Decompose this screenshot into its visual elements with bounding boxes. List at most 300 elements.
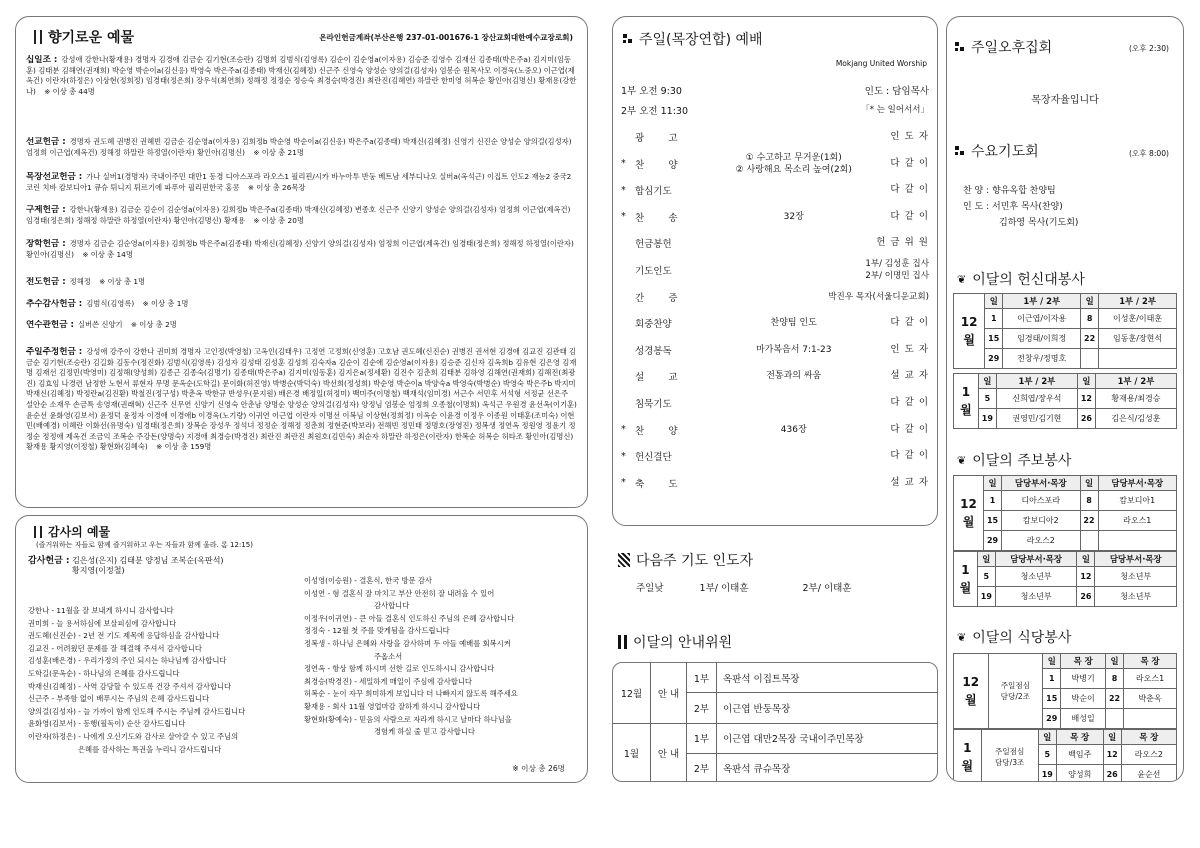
service-head: 일 <box>1077 552 1095 567</box>
wednesday-title <box>955 141 1039 161</box>
service-sub: 주일점심 담당/2조 <box>988 654 1043 729</box>
service-cell <box>1099 349 1177 369</box>
worship-star: * <box>621 184 626 196</box>
service-month: 12 월 <box>954 476 984 551</box>
service-cell: 양성희 <box>1056 765 1103 783</box>
thanks-item: 김성훈(배은경) - 우리가정의 주인 되시는 하나님께 감사합니다 <box>28 656 227 666</box>
next-prayer-label: 주일낮 <box>636 583 664 594</box>
next-prayer-title-text: 다음주 기도 인도자 <box>636 553 754 569</box>
guide-title <box>618 632 938 652</box>
offering-title-text: 향기로운 예물 <box>48 30 135 46</box>
thanks-item: 이정우(이귀연) - 큰 아들 결혼식 인도하신 주님의 은혜 감사합니다 <box>304 613 515 623</box>
thanks-title <box>34 523 110 540</box>
worship-star: * <box>621 450 626 462</box>
offering-title <box>34 27 134 47</box>
thanks-item: 강한나 - 11월을 잘 보내게 하시니 감사합니다 <box>28 606 174 615</box>
worship-item <box>613 391 937 415</box>
bars-icon <box>34 526 42 538</box>
worship-leader: 인도 : 담임목사 <box>864 86 929 97</box>
service-cell: 22 <box>1080 511 1098 531</box>
offering-section-label: 추수감사헌금 : <box>26 299 83 309</box>
offering-section-text: 강성애 강한나(황재용) 경명자 김경애 김금순 김기현(조승란) 김명희 김범식(김영록) 김순이 김순영a(이자용) 김승준 김영수 김재선 김종태(박은주a) 김지미(임동훈) 김태분 김해연(권재희) 박순영 박순이a(김신응) 박영숙 박은주a(김종태) 박재신(김혜정) 신근주 신영숙 양성순 양의걸(김성자) 엄봉순 원목사모 이경욱(노중오) 이근엽(제옥건) 이란자(하정은) 이상현(정희정) 임경태(정은희) 장우석(최연희) 정해정 정정순 정승숙 최경승(박경진) 최란진(김혜연) 하말란 한미영 허복순 황인아(김명신) 황재용(강한나) <box>26 55 577 96</box>
service-month: 1 월 <box>954 552 978 607</box>
service-cell: 15 <box>1043 689 1061 709</box>
worship-item <box>613 125 937 149</box>
service-cell: 5 <box>978 389 996 409</box>
offering-section-text: 가나 실버1(경명자) 국내이주민 대만1 동경 디아스포라 라오스1 필리핀/시카 바누아투 반둥 베트남 세부디나오 실버a(옥석근) 이집트 인도2 재능2 중국2 코린 치바 캄보디아1 큐슈 튀니지 튀르기에 파푸아 필리핀한국 홍콩 <box>26 172 572 192</box>
thanks-item: 은혜를 감사하는 특권을 누리니 감사드립니다 <box>78 744 222 754</box>
service-header <box>954 654 1177 669</box>
bulletin-title <box>957 450 1071 470</box>
service-cell: 19 <box>1038 765 1056 783</box>
offering-section-label: 장학헌금 : <box>26 239 66 249</box>
service-cell: 1 <box>1043 669 1061 689</box>
service-cell: 라오스2 <box>1002 531 1080 551</box>
thanks-item: 이란자(하정은) - 나에게 오신기도와 감사로 살아갈 수 있고 주님의 <box>28 731 239 741</box>
worship-item <box>613 311 937 335</box>
offering-section-count: ※ 이상 총 159명 <box>156 442 212 452</box>
thanks-item: 최경승(박경진) - 세밀하게 매일이 주심에 감사합니다 <box>304 676 472 686</box>
heart-icon: ❦ <box>957 272 967 286</box>
service-cell: 백임주 <box>1056 745 1103 765</box>
worship-star: * <box>621 158 626 170</box>
worship-item <box>613 338 937 362</box>
service-head: 일 <box>1043 654 1061 669</box>
worship-item <box>613 152 937 176</box>
afternoon-time: (오후 2:30) <box>1128 44 1169 53</box>
worship-title <box>623 29 763 49</box>
thanks-col2 <box>304 576 584 740</box>
thanks-item: 정연옥 - 항상 함께 하시며 선한 길로 인도하시니 감사합니다 <box>304 664 495 674</box>
worship-title-text: 주일(목장연합) 예배 <box>639 32 763 48</box>
service-cell: 5 <box>977 567 995 587</box>
service-head: 1부 / 2부 <box>996 374 1077 389</box>
service-head: 일 <box>978 374 996 389</box>
worship-mid: 전통과의 싸움 <box>766 371 822 382</box>
worship-right: 다 같 이 <box>890 184 929 196</box>
guide-section <box>618 632 938 652</box>
service-row <box>954 389 1177 409</box>
service-head: 목 장 <box>1121 730 1176 745</box>
service-cell: 29 <box>1043 709 1061 729</box>
worship-name: 헌금봉헌 <box>635 239 672 251</box>
guide-part: 2부 <box>687 753 717 782</box>
worship-item <box>613 285 937 309</box>
service-cell: 청소년부 <box>995 587 1077 607</box>
service-cell: 라오스1 <box>1124 669 1177 689</box>
service-head: 일 <box>1103 730 1121 745</box>
thanks-item: 이성연 - 형 결혼식 잘 마치고 부산 안전히 잘 내려올 수 있어 <box>304 588 495 598</box>
service-header <box>954 730 1177 745</box>
thanks-col1 <box>28 606 313 757</box>
service-cell: 캄보디아1 <box>1098 491 1177 511</box>
guide-box <box>612 662 938 782</box>
worship-right: 인 도 자 <box>890 131 929 142</box>
service-cell: 15 <box>984 511 1002 531</box>
service-cell: 29 <box>984 531 1002 551</box>
service-head: 목 장 <box>1056 730 1103 745</box>
worship-right: 인 도 자 <box>890 343 929 355</box>
service-cell: 19 <box>977 587 995 607</box>
service-cell: 26 <box>1077 409 1095 429</box>
service-month: 12 월 <box>954 294 985 369</box>
thanks-item: 신근주 - 부족함 없이 배푸시는 주님의 은혜 감사드립니다 <box>28 694 209 704</box>
account-info: 온라인헌금계좌(부산은행 237-01-001676-1 장산교회대한예수교장로회) <box>319 33 573 42</box>
worship-right: 다 같 이 <box>890 157 929 169</box>
service-cell: 이근엽/이자용 <box>1003 309 1081 329</box>
service-row <box>954 531 1177 551</box>
thanks-header-text: 김은성(은지) 김태분 양정님 조복순(옥판석) <box>72 556 224 565</box>
worship-item <box>613 231 937 255</box>
worship-star: * <box>621 424 626 436</box>
worship-name: 축 도 <box>635 478 678 490</box>
worship-name: 설 교 <box>635 372 678 384</box>
bars-icon <box>34 30 42 44</box>
offering-section-label: 주일주정헌금 : <box>26 347 83 357</box>
service-cell: 윤순선 <box>1121 765 1176 783</box>
afternoon-title-text: 주일오후집회 <box>971 40 1053 56</box>
worship-box <box>612 16 938 526</box>
worship-item <box>613 471 937 495</box>
service-cell: 12 <box>1103 745 1121 765</box>
service-cell: 청소년부 <box>1095 587 1177 607</box>
worship-name: 합심기도 <box>635 186 672 198</box>
service-cell: 캄보디아2 <box>1002 511 1080 531</box>
bullet-icon <box>955 146 965 156</box>
thanks-item: 박재신(김혜정) - 사역 감당할 수 있도록 건강 주셔서 감사합니다 <box>28 681 232 691</box>
devotion-title-text: 이달의 헌신대봉사 <box>972 272 1085 288</box>
service-table <box>953 373 1177 429</box>
offering-section-count: ※ 이상 총 2명 <box>130 320 177 329</box>
offering-section <box>26 347 577 507</box>
worship-right: 다 같 이 <box>890 397 929 408</box>
worship-name: 침묵기도 <box>635 399 672 410</box>
heart-icon: ❦ <box>957 630 967 644</box>
guide-value: 옥판석 이집트목장 <box>717 663 939 693</box>
thanks-item: 윤화영(김보서) - 동행(필독이) 순산 감사드립니다 <box>28 719 186 729</box>
service-cell: 임동훈/장현석 <box>1099 329 1177 349</box>
service-cell <box>1124 709 1177 729</box>
worship-item <box>613 444 937 468</box>
service-cell: 15 <box>985 329 1003 349</box>
guide-part: 2부 <box>687 693 717 723</box>
offering-section <box>26 320 577 336</box>
service-row <box>954 491 1177 511</box>
worship-star: * <box>621 211 626 223</box>
service-row <box>954 587 1177 607</box>
service-head: 1부 / 2부 <box>1099 294 1177 309</box>
service-cell: 22 <box>1106 689 1124 709</box>
guide-table <box>612 662 938 782</box>
wednesday-line1: 찬 양 : 향유옥합 찬양팀 <box>963 186 1056 196</box>
service-cell: 임경태/이희정 <box>1003 329 1081 349</box>
wednesday-line3: 김하영 목사(기도회) <box>999 218 1079 228</box>
service-cell: 박병기 <box>1061 669 1106 689</box>
worship-item <box>613 258 937 282</box>
thanks-item: 이성영(이승원) - 결혼식, 한국 방문 감사 <box>304 576 432 585</box>
service-month: 1 월 <box>954 374 979 429</box>
offering-section <box>26 239 577 269</box>
service-cell: 26 <box>1103 765 1121 783</box>
service-cell: 박춘옥 <box>1124 689 1177 709</box>
service-cell: 12 <box>1077 567 1095 587</box>
guide-title-text: 이달의 안내위원 <box>633 635 733 651</box>
worship-name: 헌신결단 <box>635 452 672 464</box>
worship-name: 광 고 <box>635 133 678 144</box>
offering-section <box>26 277 577 293</box>
offering-section-count: ※ 이상 총 26목장 <box>247 182 306 192</box>
service-head: 담당부서·목장 <box>1098 476 1177 491</box>
thanks-item: 주옵소서 <box>374 651 403 661</box>
service-cell: 전창우/정명호 <box>1003 349 1081 369</box>
service-row <box>954 511 1177 531</box>
service-cell: 1 <box>984 491 1002 511</box>
service-head: 일 <box>1077 374 1095 389</box>
service-cell: 19 <box>978 409 996 429</box>
worship-name: 간 증 <box>635 292 678 304</box>
service-head: 일 <box>1106 654 1124 669</box>
worship-mid: 찬양팀 인도 <box>770 318 817 329</box>
right-box <box>946 16 1184 782</box>
service-cell <box>1098 531 1177 551</box>
bullet-icon <box>623 34 633 44</box>
offering-section-label: 전도헌금 : <box>26 277 66 287</box>
guide-role: 안 내 <box>651 723 687 782</box>
service-row <box>954 329 1177 349</box>
worship-item <box>613 418 937 442</box>
worship-mid: 마가복음서 7:1-23 <box>755 344 832 355</box>
wednesday-title-text: 수요기도회 <box>971 144 1039 160</box>
next-prayer-row <box>636 580 852 594</box>
thanks-title-text: 감사의 예물 <box>48 525 111 539</box>
thanks-item: 도학길(문옥순) - 하나님의 은혜를 감사드립니다 <box>28 668 180 678</box>
service-table <box>953 551 1177 607</box>
offering-section-text: 경명자 김금순 김순영a(이자용) 김희정b 박은주a(김종태) 박재신(김혜정) 신양기 양의걸(김성자) 엄정희 이근엽(제옥건) 임경태(정은희) 정해정 하정열(이란자) 황인아(김명신) <box>26 239 574 259</box>
service-head: 일 <box>977 552 995 567</box>
worship-mid: ① 수고하고 무거운(1회) ② 사랑해요 목소리 높여(2회) <box>735 152 852 175</box>
guide-month: 12월 <box>613 663 651 724</box>
service-head: 1부 / 2부 <box>1095 374 1176 389</box>
worship-name: 기도인도 <box>635 266 672 277</box>
offering-section <box>26 137 577 169</box>
bullet-icon <box>955 42 965 52</box>
worship-right: 다 같 이 <box>890 450 929 462</box>
thanks-item: 권도혜(신진순) - 2년 전 기도 제목에 응답하심을 감사합니다 <box>28 631 220 641</box>
offering-section-label: 선교헌금 : <box>26 137 66 147</box>
bars-icon <box>618 635 627 649</box>
worship-right: 설 교 자 <box>890 476 929 488</box>
service-table <box>953 729 1177 782</box>
service-cell: 29 <box>985 349 1003 369</box>
thanks-item: 황현화(황예숙) - 믿음의 사람으로 자라게 하시고 날마다 하나님을 <box>304 714 512 724</box>
guide-row <box>613 723 939 753</box>
offering-section-count: ※ 이상 총 21명 <box>253 147 304 157</box>
service-cell: 8 <box>1106 669 1124 689</box>
service-row <box>954 409 1177 429</box>
service-cell: 청소년부 <box>1095 567 1177 587</box>
thanks-box <box>15 515 588 783</box>
service-header <box>954 552 1177 567</box>
offering-section-count: ※ 이상 총 1명 <box>142 299 189 308</box>
offering-section-label: 연수관헌금 : <box>26 320 74 330</box>
service-head: 1부 / 2부 <box>1003 294 1081 309</box>
service-head: 목 장 <box>1124 654 1177 669</box>
offering-section <box>26 299 577 315</box>
next-prayer-title <box>618 550 938 570</box>
service-month: 1 월 <box>954 730 982 783</box>
service-cell: 라오스2 <box>1121 745 1176 765</box>
worship-time2: 2부 오전 11:30 <box>621 106 688 117</box>
next-prayer-v2: 2부/ 이태훈 <box>802 583 852 594</box>
worship-mid: 436장 <box>780 424 807 435</box>
service-cell <box>1106 709 1124 729</box>
thanks-verse: (즐거워하는 자들로 함께 즐거워하고 우는 자들과 함께 울라. 롬 12:15) <box>36 541 253 549</box>
guide-month: 1월 <box>613 723 651 782</box>
offering-box <box>15 16 588 508</box>
thanks-item: 황재용 - 회사 11월 영업마감 잘하게 하시니 감사합니다 <box>304 701 481 711</box>
service-cell: 8 <box>1080 491 1098 511</box>
service-cell: 디아스포라 <box>1002 491 1080 511</box>
thanks-item: 양의걸(김성자) - 늘 가까이 함께 인도해 주시는 주님께 감사드립니다 <box>28 706 246 716</box>
service-head: 일 <box>985 294 1003 309</box>
service-table <box>953 293 1177 369</box>
offering-section <box>26 205 577 235</box>
service-header <box>954 374 1177 389</box>
worship-right: 다 같 이 <box>890 317 929 329</box>
service-cell: 26 <box>1077 587 1095 607</box>
guide-part: 1부 <box>687 663 717 693</box>
service-month: 12 월 <box>954 654 989 729</box>
offering-section-text: 김범식(김영록) <box>86 299 137 308</box>
next-prayer <box>618 550 938 600</box>
afternoon-title <box>955 37 1052 57</box>
thanks-count: ※ 이상 총 26명 <box>512 764 565 773</box>
offering-section-count: ※ 이상 총 14명 <box>82 249 133 259</box>
offering-section-label: 구제헌금 : <box>26 205 66 215</box>
service-cell: 22 <box>1081 329 1099 349</box>
thanks-header-text2: 황지영(이정철) <box>72 566 125 575</box>
worship-name: 찬 송 <box>635 212 678 224</box>
thanks-item: 경험케 하실 줄 믿고 감사합니다 <box>374 727 475 737</box>
service-cell: 황재용/최경승 <box>1095 389 1176 409</box>
worship-subtitle: Mokjang United Worship <box>835 59 927 68</box>
guide-value: 이근엽 반둥목장 <box>717 693 939 723</box>
service-row <box>954 349 1177 369</box>
service-head: 일 <box>1081 294 1099 309</box>
next-prayer-v1: 1부/ 이태훈 <box>699 583 749 594</box>
service-cell: 배성일 <box>1061 709 1106 729</box>
worship-right: 설 교 자 <box>890 370 929 382</box>
devotion-title <box>957 269 1085 289</box>
service-table <box>953 475 1177 551</box>
thanks-header <box>28 553 224 566</box>
worship-right: 박진우 목자(서울디운교회) <box>828 291 929 302</box>
service-head: 목 장 <box>1061 654 1106 669</box>
thanks-item: 허복순 - 눈이 자꾸 희미하게 보입니다 더 나빠지지 않도록 해주세요 <box>304 689 518 699</box>
guide-row <box>613 663 939 693</box>
service-head: 담당부서·목장 <box>1002 476 1080 491</box>
offering-section-text: 강성애 강주이 강한나 권미희 경명자 고인정(박영철) 고옥인(김태우) 고정연 고정희(신영훈) 고호남 권도혜(신진순) 권병진 권서현 김경애 김교진 김관태 김금순 김기현(조승란) 김길화 김동수(정진화) 김범식(김영록) 김성자 김성태 김성훈 김성희 김숙자a 김순이 김순애 김순영a(이자용) 김승준 김신자 김옥희b 김유현 김은영 김재명 김재선 김정민(박영미) 김정해(양성희) 김종근 김종숙(김명기) 김종태(박은주a) 김지미(임동훈) 김지은a(정세환) 김진수 김춘희 김태분 김하영 김해연(권재희) 김해진(최광진) 김효임 나경련 남정한 노현서 류현자 무명 문옥순(도학길) 문이화(허진영) 박병순(박덕숙) 박선희(정성희) 박순영 박순이a 박양숙a 박영숙(박병순) 박영숙 박은주b 박지미 박재신(김혜정) 박정란a(김진환) 박철진(정구성) 박춘옥 박한규 반성우(문지원) 배은경 배정일(허정미) 백미주(이명철) 백재석(임미경) 서근수 서민후 서석형 서정균 선은주 설안순 소재우 손금특 송영재(권래혁) 신근주 신무연 신양기 신영숙 안춘남 양명순 양성순 양의걸(김성자) 양정님 엄봉순 엄정희 오종철(이명희) 옥석근 우원경 윤선옥(이기훈) 윤순선 윤화영(김보서) 윤정덕 윤정자 이경애 이경애b 이경욱(노기량) 이귀연 이근엽 이란자 이명선 이복님 이상현(정희정) 이옥순 이윤경 이정우 이종원 이태훈(조미숙) 이현민(배예경) 이혜란 이화선(유명숙) 임경태(정은희) 장복순 장성우 정석녀 정정순 정해정 정춘희 정현준(박보라) 전해빈 정민태 정명호(장영진) 정복생 정연옥 정원영 정윤기 정정순 정정애 제옥건 조금익 조복순 주강돈(양명숙) 지경애 최경승(박경진) 최란진 최란진 최원호(김민숙) 최순자 하말란 하정은(이란자) 한복순 허복순 허타조 황인아(김명신) 황재용 황지영(이정철) 황현화(김혜숙) <box>26 347 577 452</box>
worship-item <box>613 178 937 202</box>
offering-section <box>26 172 577 202</box>
offering-section-count: ※ 이상 총 1명 <box>99 277 146 286</box>
service-cell: 이성훈/이태훈 <box>1099 309 1177 329</box>
worship-name: 찬 양 <box>635 425 678 437</box>
dining-title-text: 이달의 식당봉사 <box>972 630 1072 646</box>
service-header <box>954 294 1177 309</box>
service-row <box>954 567 1177 587</box>
offering-section-label: 십일조 : <box>26 55 58 65</box>
offering-section-label: 목장선교헌금 : <box>26 172 83 182</box>
worship-right: 1부/ 김성훈 집사 2부/ 이명민 집사 <box>865 259 929 281</box>
service-row <box>954 309 1177 329</box>
thanks-item: 정정숙 - 12월 첫 주를 맞게됨을 감사드립니다 <box>304 626 450 636</box>
worship-mid: 32장 <box>783 211 804 222</box>
thanks-label: 감사헌금 : <box>28 556 70 566</box>
offering-section-text: 경명자 권도혜 권병진 권혜빈 김금순 김순영a(이자용) 김희정b 박순영 박순이a(김신응) 박은주a(김종태) 박재신(김혜정) 신영기 신진순 양성순 양의걸(김성자) 엄정희 이근엽(제옥건) 정해정 하말란 하정열(이란자) 황인아(김명신) <box>26 137 572 157</box>
dots-icon <box>618 553 630 567</box>
service-head: 일 <box>1080 476 1098 491</box>
worship-star: * <box>621 477 626 489</box>
service-table <box>953 653 1177 729</box>
guide-role: 안 내 <box>651 663 687 724</box>
service-head: 담당부서·목장 <box>1095 552 1177 567</box>
thanks-item: 권미희 - 늘 용서하심에 보살피심에 감사합니다 <box>28 618 177 628</box>
offering-section-text: 강한나(황재용) 김금순 김순이 김순영a(이자용) 김희정b 박은주a(김종태) 박재신(김혜정) 변종호 신근주 신양기 양성순 양의걸(김성자) 엄정희 이근엽(제옥건) 임경태(정은희) 정해정 하말란 하정열(이란자) 황인아(김명신) 황재용 <box>26 205 571 225</box>
service-cell: 12 <box>1077 389 1095 409</box>
heart-icon: ❦ <box>957 453 967 467</box>
thanks-item: 김교진 - 어려웠던 문제를 잘 해결해 주셔서 감사합니다 <box>28 643 202 653</box>
afternoon-text: 목장자율입니다 <box>1031 95 1099 106</box>
service-cell: 1 <box>985 309 1003 329</box>
worship-item <box>613 364 937 388</box>
worship-right: 다 같 이 <box>890 423 929 435</box>
service-cell: 라오스1 <box>1098 511 1177 531</box>
thanks-item: 감사합니다 <box>374 601 410 611</box>
dining-title <box>957 627 1071 647</box>
worship-item <box>613 205 937 229</box>
guide-part: 1부 <box>687 723 717 753</box>
worship-time1: 1부 오전 9:30 <box>621 86 682 97</box>
service-cell: 5 <box>1038 745 1056 765</box>
wednesday-time: (오후 8:00) <box>1128 149 1169 158</box>
service-cell <box>1080 531 1098 551</box>
service-cell: 박순이 <box>1061 689 1106 709</box>
worship-name: 회중찬양 <box>635 319 672 331</box>
worship-legend: 「* 는 일어서서」 <box>861 105 929 115</box>
bulletin-title-text: 이달의 주보봉사 <box>972 453 1072 469</box>
worship-name: 성경봉독 <box>635 345 672 357</box>
offering-section-count: ※ 이상 총 44명 <box>44 86 95 96</box>
service-header <box>954 476 1177 491</box>
service-head: 일 <box>984 476 1002 491</box>
service-cell: 청소년부 <box>995 567 1077 587</box>
wednesday-line2: 인 도 : 서민후 목사(찬양) <box>963 202 1063 212</box>
service-cell: 8 <box>1081 309 1099 329</box>
thanks-item: 정복생 - 하나님 은혜와 사랑을 감사하며 두 아들 예배를 회복시켜 <box>304 638 511 648</box>
offering-section-text: 정해정 <box>69 277 94 286</box>
service-cell: 권영민/김기현 <box>996 409 1077 429</box>
service-cell: 김은식/김성훈 <box>1095 409 1176 429</box>
service-head: 담당부서·목장 <box>995 552 1077 567</box>
offering-section-count: ※ 이상 총 20명 <box>253 215 304 225</box>
service-cell: 신희엽/장우석 <box>996 389 1077 409</box>
service-cell <box>1081 349 1099 369</box>
worship-right: 헌 금 위 원 <box>876 237 929 249</box>
guide-value: 이근엽 대만2목장 국내이주민목장 <box>717 723 939 753</box>
offering-section-text: 실버쓴 신양기 <box>77 320 125 329</box>
service-head: 일 <box>1038 730 1056 745</box>
